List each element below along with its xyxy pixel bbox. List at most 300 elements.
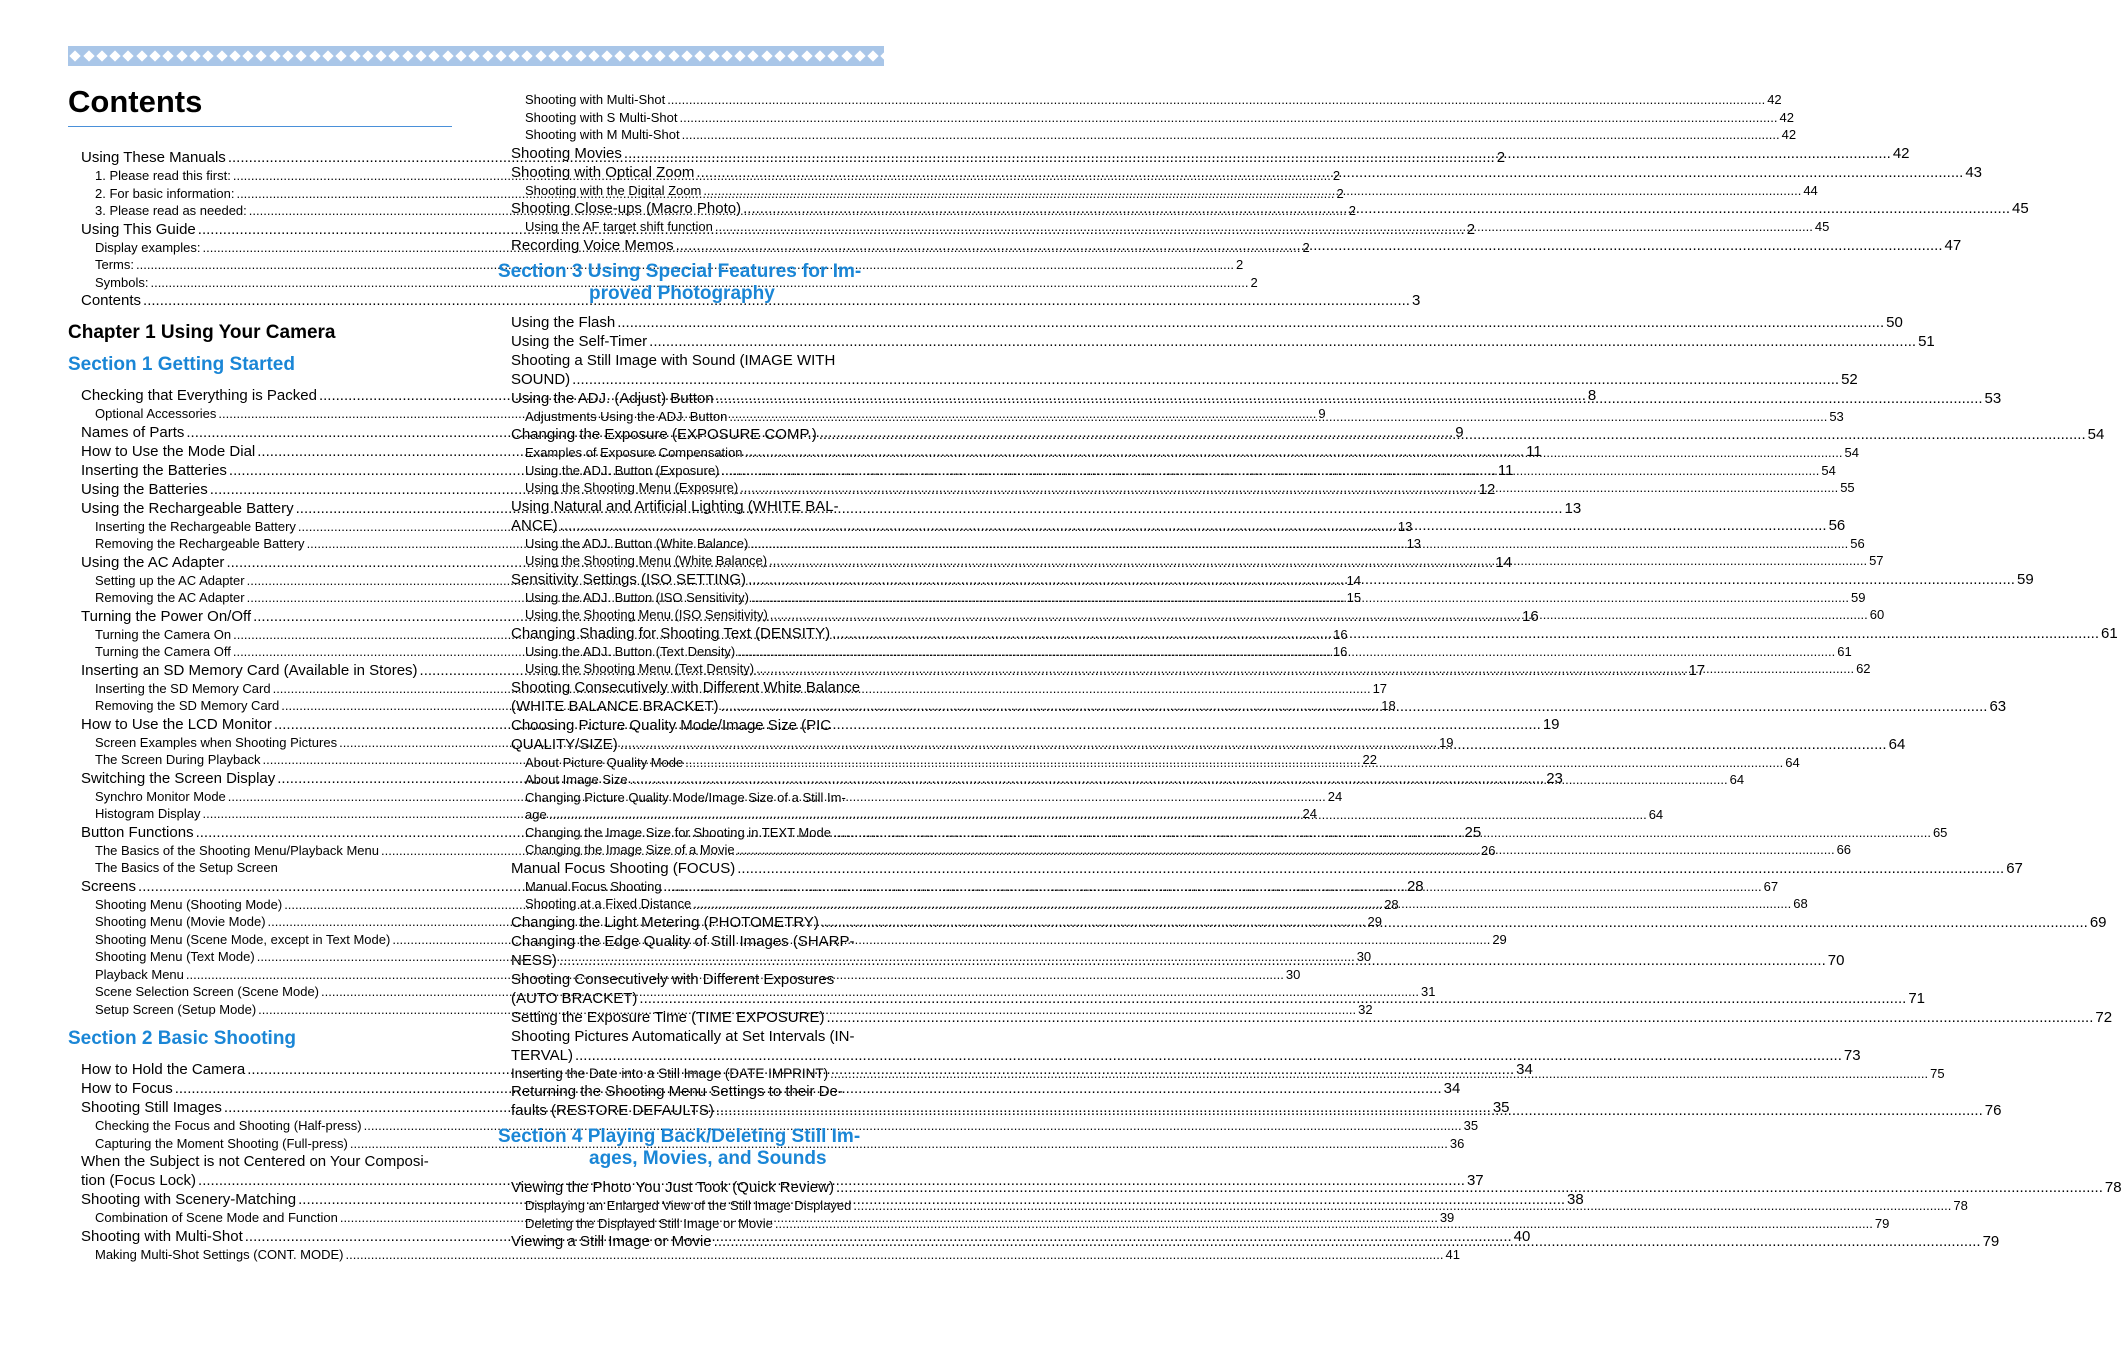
page-number: 12	[1478, 480, 1496, 498]
toc-entry-title: Display examples:	[95, 239, 201, 255]
toc-entry[interactable]	[511, 109, 1794, 127]
page-number: 19	[1439, 734, 1454, 750]
banner-diamond	[402, 50, 413, 61]
toc-entry[interactable]	[511, 199, 2029, 218]
page-number: 13	[1397, 518, 1413, 534]
page-number: 34	[1516, 1061, 1533, 1078]
page-number: 16	[1332, 644, 1348, 659]
toc-entry-title: Shooting Menu (Scene Mode, except in Text Mode)	[95, 931, 391, 947]
dot-leader	[716, 1101, 1983, 1120]
dot-leader	[751, 589, 1849, 607]
dot-leader	[833, 824, 1931, 842]
page-number: 14	[1346, 572, 1362, 588]
toc-entry-title: Examples of Exposure Compensation	[525, 445, 743, 460]
toc-entry[interactable]	[511, 236, 1962, 255]
toc-entry-title: 1. Please read this first:	[95, 168, 231, 183]
toc-entry-title: Turning the Power On/Off	[81, 607, 252, 625]
toc-entry-title: Turning the Camera On	[95, 626, 232, 642]
banner-diamond	[641, 50, 652, 61]
toc-entry-title: The Basics of the Shooting Menu/Playback Menu	[95, 842, 379, 858]
toc-entry-title: Symbols:	[95, 274, 149, 290]
banner-diamond	[894, 50, 905, 61]
banner-diamond	[309, 50, 320, 61]
toc-entry-title: Shooting Movies	[511, 144, 622, 162]
banner-diamond	[349, 50, 360, 61]
dot-leader	[679, 109, 1777, 127]
banner-diamond	[548, 50, 559, 61]
toc-entry-title: Using the AF target shift function	[525, 219, 713, 234]
toc-entry-title: 3. Please read as needed:	[95, 203, 247, 218]
page-number: 2	[1332, 168, 1341, 183]
toc-entry-title: Using the Self-Timer	[511, 332, 648, 350]
page-number: 66	[1836, 842, 1852, 857]
banner-diamond	[708, 50, 719, 61]
dot-leader	[624, 144, 1891, 163]
toc-entry-title: Changing the Light Metering (PHOTOMETRY)	[511, 913, 819, 931]
toc-entry-title: Terms:	[95, 257, 134, 272]
page-number: 53	[1984, 389, 2002, 407]
toc-entry-title: Shooting with Multi-Shot	[81, 1227, 243, 1245]
page-number: 52	[1841, 370, 1858, 388]
dot-leader	[703, 182, 1801, 200]
title-rule	[68, 126, 452, 127]
toc-entry-title: Shooting with S Multi-Shot	[525, 109, 678, 125]
toc-entry-title: faults (RESTORE DEFAULTS)	[511, 1102, 714, 1119]
dot-leader	[676, 236, 1943, 255]
dot-leader	[737, 643, 1835, 661]
toc-entry-title: Using the Shooting Menu (White Balance)	[525, 553, 768, 568]
page-number: 56	[1828, 516, 1846, 534]
page-number: 14	[1495, 553, 1513, 571]
chapter-heading: Chapter 1 Using Your Camera	[68, 322, 336, 343]
banner-diamond	[229, 50, 240, 61]
page-number: 8	[1587, 387, 1597, 404]
banner-diamond	[495, 50, 506, 61]
dot-leader	[685, 754, 1783, 772]
dot-leader	[575, 1046, 1842, 1065]
banner-diamond	[615, 50, 626, 61]
banner-diamond	[881, 50, 892, 61]
banner-diamond	[748, 50, 759, 61]
toc-entry-title: Shooting with Optical Zoom	[511, 163, 695, 181]
toc-entry[interactable]	[511, 182, 1818, 200]
dot-leader	[745, 444, 1843, 462]
toc-entry-title: (WHITE BALANCE BRACKET)	[511, 697, 719, 715]
page-number: 2	[1466, 220, 1476, 238]
page-number: 54	[1821, 462, 1836, 478]
page-number: 16	[1522, 607, 1539, 625]
page-number: 9	[1318, 406, 1326, 421]
page-number: 53	[1829, 408, 1844, 424]
page-number: 2	[1336, 185, 1344, 201]
banner-diamond	[602, 50, 613, 61]
dot-leader	[559, 951, 1826, 970]
page-number: 63	[1989, 697, 2007, 715]
toc-entry[interactable]	[511, 859, 2023, 878]
dot-leader	[832, 624, 2099, 643]
page-number: 31	[1421, 984, 1436, 999]
toc-entry-title: age	[525, 807, 547, 822]
page-number: 30	[1285, 966, 1301, 982]
toc-entry-continuation: When the Subject is not Centered on Your Composi-	[81, 1153, 429, 1170]
toc-entry-title: Using This Guide	[81, 220, 196, 238]
banner-diamond	[136, 50, 147, 61]
toc-entry-title: NESS)	[511, 951, 557, 969]
toc-entry-title: Button Functions	[81, 823, 194, 841]
banner-diamond	[176, 50, 187, 61]
dot-leader	[620, 735, 1887, 754]
page-number: 54	[1844, 445, 1859, 460]
toc-entry-title: Changing Shading for Shooting Text (DENSITY)	[511, 624, 831, 642]
dot-leader	[714, 1232, 1981, 1251]
toc-entry[interactable]	[81, 1246, 1460, 1264]
toc-entry[interactable]	[511, 126, 1797, 144]
page-number: 64	[1729, 772, 1745, 787]
page-number: 2	[1348, 203, 1357, 218]
toc-entry-title: Shooting with the Digital Zoom	[525, 182, 702, 198]
page-number: 71	[1908, 989, 1926, 1007]
banner-diamond	[867, 50, 878, 61]
toc-entry[interactable]	[511, 163, 1983, 182]
page-number: 69	[2089, 913, 2107, 931]
dot-leader	[830, 1065, 1928, 1083]
toc-entry-title: Setting up the AC Adapter	[95, 572, 245, 588]
page-number: 76	[1984, 1102, 2002, 1119]
dot-leader	[748, 570, 2015, 589]
section-heading-line1: Section 4 Playing Back/Deleting Still Im-	[498, 1126, 861, 1147]
banner-diamond	[442, 50, 453, 61]
dot-leader	[649, 332, 1916, 351]
page-title: Contents	[68, 84, 203, 119]
page-number: 3	[1411, 292, 1421, 309]
toc-entry-title: Inserting the Date into a Still Image (DATE IMPRINT)	[511, 1065, 829, 1081]
banner-diamond	[801, 50, 812, 61]
banner-diamond	[429, 50, 440, 61]
page-number: 78	[2104, 1179, 2122, 1196]
dot-leader	[737, 859, 2004, 878]
dot-leader	[756, 660, 1854, 678]
toc-entry-title: Inserting the Rechargeable Battery	[95, 518, 296, 534]
section-heading: Section 1 Getting Started	[68, 354, 295, 375]
page-number: 25	[1464, 823, 1482, 841]
toc-entry[interactable]	[511, 313, 1903, 332]
toc-entry-title: Using the Shooting Menu (ISO Sensitivity)	[525, 607, 768, 622]
toc-entry-title: Histogram Display	[95, 806, 201, 821]
page-number: 50	[1886, 313, 1903, 331]
page-number: 45	[1814, 219, 1830, 234]
page-number: 2	[1302, 239, 1310, 255]
toc-entry-title: About Image Size	[525, 772, 628, 787]
page-number: 59	[2016, 570, 2034, 588]
banner-diamond	[588, 50, 599, 61]
page-number: 79	[1874, 1215, 1890, 1231]
section-heading-line1: Section 3 Using Special Features for Im-	[498, 260, 862, 282]
page-number: 30	[1356, 949, 1372, 964]
dot-leader	[836, 1178, 2103, 1197]
banner-diamond	[296, 50, 307, 61]
toc-entry[interactable]	[511, 408, 1844, 426]
toc-entry-title: Shooting with M Multi-Shot	[525, 127, 680, 142]
page-number: 17	[1372, 680, 1388, 696]
page-number: 75	[1930, 1065, 1945, 1081]
dot-leader	[664, 878, 1762, 896]
page-number: 35	[1492, 1099, 1510, 1116]
page-number: 47	[1944, 236, 1962, 254]
banner-diamond	[788, 50, 799, 61]
toc-entry-title: Using the ADJ. Button (ISO Sensitivity)	[525, 589, 749, 605]
page-number: 67	[1763, 878, 1779, 894]
toc-entry-title: QUALITY/SIZE)	[511, 735, 618, 753]
banner-diamond	[282, 50, 293, 61]
page-number: 68	[1793, 896, 1808, 911]
page-number: 67	[2006, 859, 2023, 877]
toc-entry-continuation: Shooting Consecutively with Different Exposures	[511, 970, 835, 988]
banner-diamond	[469, 50, 480, 61]
toc-entry-continuation: Changing the Edge Quality of Still Images (SHARP-	[511, 932, 855, 950]
page-number: 34	[1443, 1080, 1461, 1097]
toc-entry-title: Checking the Focus and Shooting (Half-press)	[95, 1118, 362, 1133]
banner-diamond	[242, 50, 253, 61]
decorative-banner	[68, 46, 884, 66]
page-number: 64	[1888, 735, 1906, 753]
dot-leader	[826, 1008, 2093, 1027]
toc-entry-title: Combination of Scene Mode and Function	[95, 1210, 338, 1225]
page-number: 2	[1236, 257, 1244, 272]
page-number: 42	[1779, 109, 1794, 125]
toc-entry-title: TERVAL)	[511, 1046, 573, 1064]
toc-entry-title: Using the AC Adapter	[81, 553, 225, 571]
toc-entry-title: Using the ADJ. Button (Text Density)	[525, 643, 736, 659]
toc-entry-continuation: Shooting Consecutively with Different White Balance	[511, 678, 861, 696]
toc-entry-continuation: Shooting a Still Image with Sound (IMAGE WITH	[511, 351, 836, 369]
toc-entry-title: Viewing a Still Image or Movie	[511, 1233, 712, 1250]
dot-leader	[639, 989, 1906, 1008]
banner-diamond	[149, 50, 160, 61]
toc-entry-continuation: Using Natural and Artificial Lighting (WHITE BAL-	[511, 497, 839, 515]
toc-entry[interactable]	[511, 1046, 1861, 1065]
toc-entry-title: Changing the Image Size of a Movie	[525, 842, 735, 857]
banner-diamond	[256, 50, 267, 61]
toc-entry-title: Inserting the SD Memory Card	[95, 680, 271, 696]
toc-entry-title: Shooting Still Images	[81, 1099, 222, 1116]
toc-entry-title: Using the Shooting Menu (Text Density)	[525, 661, 755, 676]
toc-entry-title: Removing the Rechargeable Battery	[95, 536, 305, 551]
toc-entry-title: Shooting Close-ups (Macro Photo)	[511, 200, 742, 217]
section-heading	[498, 1126, 879, 1178]
toc-entry[interactable]	[81, 274, 1258, 292]
page-number: 9	[1455, 423, 1464, 441]
toc-entry-continuation: Changing Picture Quality Mode/Image Size of a Still Im-	[525, 789, 846, 805]
page-number: 42	[1892, 144, 1910, 162]
toc-entry-title: Removing the SD Memory Card	[95, 698, 280, 713]
page-number: 43	[1965, 163, 1983, 181]
page-number: 16	[1333, 626, 1348, 642]
toc-entry-continuation: Choosing Picture Quality Mode/Image Size (PIC	[511, 716, 832, 734]
toc-entry-title: Using the Flash	[511, 313, 616, 331]
page-number: 61	[1837, 643, 1852, 659]
toc-entry-title: Deleting the Displayed Still Image or Movie	[525, 1215, 773, 1231]
page-number: 37	[1466, 1172, 1484, 1189]
page-number: 11	[1526, 442, 1542, 460]
page-number: 23	[1546, 769, 1563, 787]
toc-entry-title: Turning the Camera Off	[95, 644, 231, 659]
toc-entry-title: Shooting at a Fixed Distance	[525, 896, 692, 911]
banner-diamond	[828, 50, 839, 61]
toc-entry-title: Shooting with Multi-Shot	[525, 92, 666, 107]
page-number: 78	[1953, 1198, 1968, 1213]
page-number: 60	[1869, 607, 1885, 622]
page-number: 59	[1850, 589, 1866, 605]
banner-diamond	[695, 50, 706, 61]
dot-leader	[853, 1197, 1951, 1215]
banner-diamond	[681, 50, 692, 61]
page-number: 40	[1513, 1227, 1531, 1245]
page-number: 2	[1496, 149, 1506, 166]
dot-leader	[821, 913, 2088, 932]
dot-leader	[696, 163, 1963, 182]
dot-leader	[750, 535, 1848, 553]
page-number: 19	[1542, 715, 1560, 733]
toc-entry-title: Shooting with Scenery-Matching	[81, 1191, 297, 1208]
banner-diamond	[375, 50, 386, 61]
toc-entry[interactable]	[511, 144, 1910, 163]
toc-entry-title: Viewing the Photo You Just Took (Quick Review)	[511, 1179, 834, 1196]
toc-entry-title: Shooting Menu (Movie Mode)	[95, 914, 266, 929]
toc-entry[interactable]	[511, 370, 1858, 389]
dot-leader	[819, 425, 2086, 444]
page-number: 39	[1439, 1210, 1455, 1225]
toc-entry[interactable]	[511, 91, 1782, 109]
toc-entry-title: Optional Accessories	[95, 406, 217, 421]
page-number: 45	[2012, 200, 2029, 217]
banner-diamond	[362, 50, 373, 61]
page-number: 28	[1384, 896, 1399, 912]
dot-leader	[743, 199, 2010, 218]
page-number: 62	[1856, 661, 1871, 676]
page-number: 32	[1358, 1001, 1373, 1017]
page-number: 24	[1302, 806, 1317, 821]
dot-leader	[716, 389, 1983, 408]
page-number: 72	[2095, 1008, 2113, 1026]
toc-entry-title: Playback Menu	[95, 966, 184, 982]
banner-diamond	[70, 50, 81, 61]
toc-entry-title: Sensitivity Settings (ISO SETTING)	[511, 570, 747, 588]
toc-entry-title: tion (Focus Lock)	[81, 1172, 197, 1189]
page-number: 17	[1688, 661, 1706, 679]
banner-diamond	[189, 50, 200, 61]
toc-entry-title: Setup Screen (Setup Mode)	[95, 1001, 257, 1017]
banner-diamond	[721, 50, 732, 61]
page-number: 35	[1463, 1118, 1479, 1133]
toc-entry-title: Adjustments Using the ADJ. Button	[525, 408, 728, 424]
banner-diamond	[575, 50, 586, 61]
page-number: 13	[1406, 536, 1422, 551]
dot-leader	[729, 408, 1827, 426]
toc-entry[interactable]	[511, 218, 1830, 236]
page-number: 65	[1932, 824, 1948, 840]
dot-leader	[630, 771, 1728, 789]
toc-entry[interactable]	[511, 389, 2002, 408]
page-number: 42	[1767, 92, 1782, 107]
toc-entry-title: Using the ADJ. Button (White Balance)	[525, 535, 749, 551]
banner-diamond	[655, 50, 666, 61]
toc-entry-title: Using the ADJ. (Adjust) Button	[511, 389, 714, 407]
banner-diamond	[628, 50, 639, 61]
banner-diamond	[83, 50, 94, 61]
page-number: 55	[1840, 480, 1855, 495]
page-number: 56	[1850, 535, 1865, 551]
toc-entry-title: Displaying an Enlarged View of the Still Image Displayed	[525, 1198, 852, 1213]
page-number: 73	[1843, 1046, 1861, 1064]
banner-diamond	[203, 50, 214, 61]
page-number: 64	[1785, 754, 1800, 770]
dot-leader	[740, 479, 1838, 497]
banner-diamond	[455, 50, 466, 61]
dot-leader	[549, 806, 1647, 824]
banner-diamond	[841, 50, 852, 61]
dot-leader	[682, 126, 1780, 144]
dot-leader	[721, 462, 1819, 480]
toc-entry-continuation: Returning the Shooting Menu Settings to their De-	[511, 1083, 843, 1100]
page-number: 28	[1406, 877, 1424, 895]
dot-leader	[715, 218, 1813, 236]
page-number: 18	[1381, 698, 1396, 713]
toc-entry-title: How to Focus	[81, 1080, 173, 1097]
toc-entry-title: Inserting the Batteries	[81, 461, 227, 479]
banner-diamond	[269, 50, 280, 61]
banner-diamond	[96, 50, 107, 61]
page-number: 15	[1346, 590, 1362, 605]
banner-diamond	[814, 50, 825, 61]
toc-entry-title: Capturing the Moment Shooting (Full-press)	[95, 1135, 348, 1151]
toc-entry-title: About Picture Quality Mode	[525, 754, 684, 770]
banner-diamond	[163, 50, 174, 61]
banner-diamond	[216, 50, 227, 61]
page-number: 79	[1982, 1233, 2000, 1250]
toc-entry[interactable]	[81, 1117, 1479, 1135]
page-number: 29	[1367, 914, 1382, 929]
dot-leader	[737, 841, 1835, 859]
toc-entry-title: How to Use the Mode Dial	[81, 442, 256, 460]
toc-entry[interactable]	[511, 332, 1935, 351]
toc-entry-continuation: Shooting Pictures Automatically at Set Intervals (IN-	[511, 1027, 855, 1045]
banner-diamond	[562, 50, 573, 61]
toc-entry-title: Making Multi-Shot Settings (CONT. MODE)	[95, 1246, 344, 1262]
page-number: 54	[2087, 426, 2105, 443]
toc-entry-title: Switching the Screen Display	[81, 769, 276, 787]
toc-entry-title: ANCE)	[511, 516, 558, 534]
toc-entry-title: Shooting Menu (Text Mode)	[95, 949, 255, 964]
dot-leader	[693, 895, 1791, 913]
page-number: 29	[1492, 931, 1507, 947]
toc-entry-continuation: The Basics of the Setup Screen	[95, 860, 278, 875]
page-number: 36	[1449, 1135, 1465, 1151]
banner-diamond	[508, 50, 519, 61]
section-heading-line2: ages, Movies, and Sounds	[589, 1148, 827, 1169]
dot-leader	[560, 516, 1827, 535]
toc-entry-title: Using the Shooting Menu (Exposure)	[525, 480, 739, 495]
page-number: 13	[1564, 499, 1582, 517]
page-number: 44	[1803, 182, 1818, 198]
toc-entry[interactable]	[511, 425, 2105, 444]
banner-diamond	[668, 50, 679, 61]
page-number: 26	[1481, 842, 1496, 858]
page-number: 2	[1250, 274, 1258, 290]
page-number: 42	[1781, 127, 1797, 142]
toc-entry-title: Manual Focus Shooting	[525, 878, 662, 894]
dot-leader	[775, 1215, 1873, 1233]
page-number: 70	[1827, 951, 1845, 969]
